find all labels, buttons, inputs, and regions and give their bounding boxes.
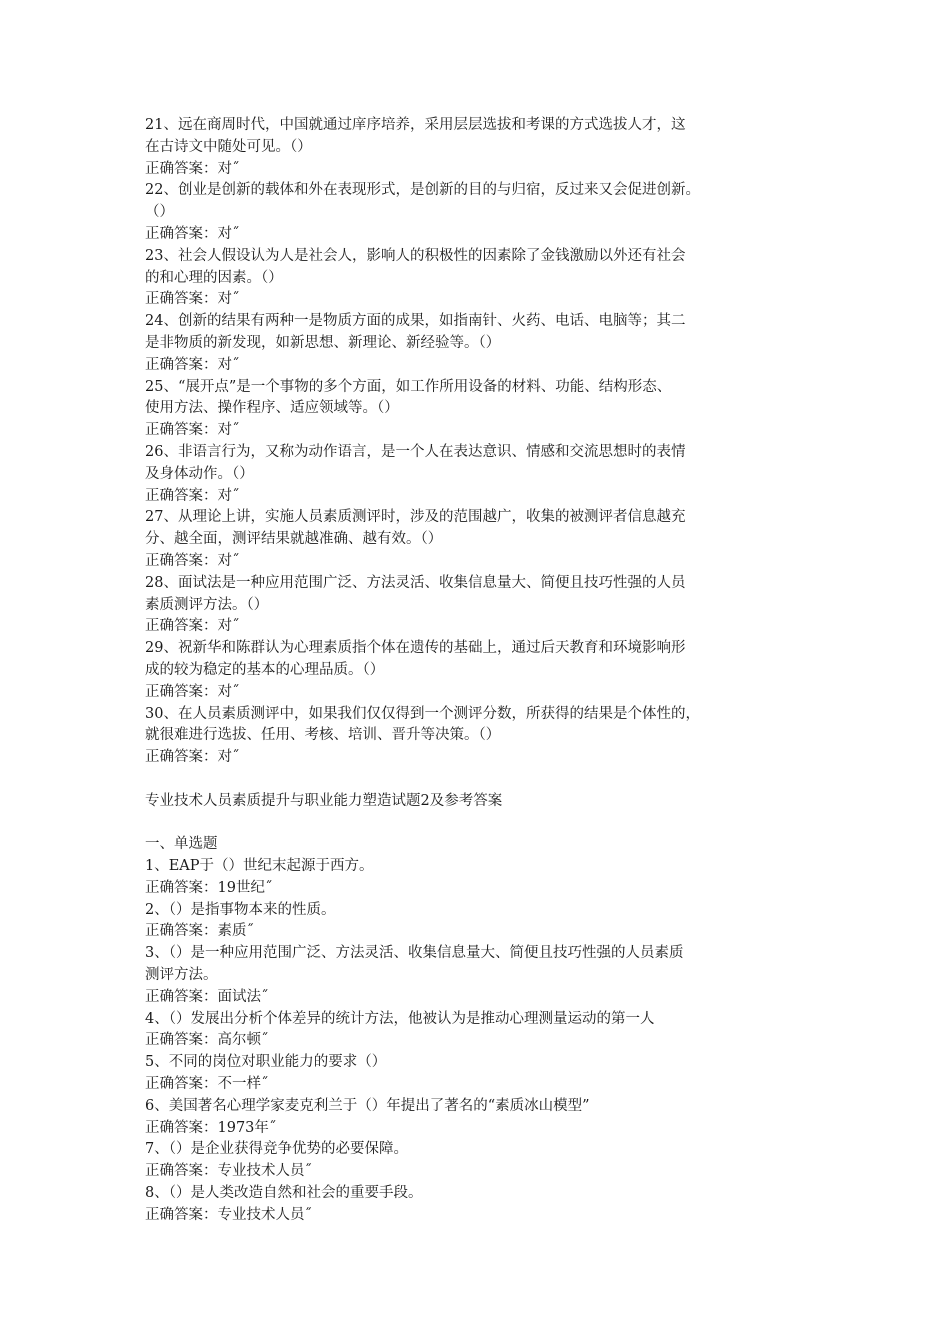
question-text: 21、远在商周时代，中国就通过庠序培养，采用层层选拔和考课的方式选拔人才，这	[145, 117, 686, 133]
question-item	[145, 1183, 785, 1227]
question-text: 6、美国著名心理学家麦克利兰于（）年提出了著名的“素质冰山模型”	[145, 1097, 590, 1114]
question-text: 测评方法。	[145, 967, 218, 984]
answer-text: 正确答案：对˝	[145, 618, 240, 635]
question-text: 29、祝新华和陈群认为心理素质指个体在遗传的基础上，通过后天教育和环境影响形	[145, 640, 686, 657]
spacer	[145, 769, 785, 791]
question-text: 的和心理的因素。（）	[145, 269, 283, 286]
question-item	[145, 856, 785, 900]
single-choice-questions	[145, 856, 785, 1227]
answer-text: 正确答案：对˝	[145, 356, 240, 373]
question-text: 27、从理论上讲，实施人员素质测评时，涉及的范围越广，收集的被测评者信息越充	[145, 509, 686, 526]
question-text: 素质测评方法。（）	[145, 596, 269, 613]
question-text: 22、创业是创新的载体和外在表现形式，是创新的目的与归宿，反过来又会促进创新。	[145, 182, 700, 199]
question-text: 7、（）是企业获得竞争优势的必要保障。	[145, 1141, 408, 1158]
document-title: 专业技术人员素质提升与职业能力塑造试题2及参考答案	[145, 792, 503, 809]
answer-text: 正确答案：专业技术人员˝	[145, 1163, 312, 1180]
question-text: 28、面试法是一种应用范围广泛、方法灵活、收集信息量大、简便且技巧性强的人员	[145, 574, 686, 591]
question-item	[145, 704, 785, 769]
question-text: 8、（）是人类改造自然和社会的重要手段。	[145, 1185, 423, 1202]
question-item	[145, 1009, 785, 1053]
section-heading: 一、单选题	[145, 836, 218, 853]
question-item	[145, 115, 785, 180]
question-item	[145, 1096, 785, 1140]
question-text: 在古诗文中随处可见。（）	[145, 138, 312, 155]
question-text: 成的较为稳定的基本的心理品质。（）	[145, 661, 385, 678]
question-text: 2、（）是指事物本来的性质。	[145, 901, 336, 918]
answer-text: 正确答案：素质˝	[145, 923, 254, 940]
answer-text: 正确答案：专业技术人员˝	[145, 1206, 312, 1223]
question-item	[145, 573, 785, 638]
question-item	[145, 507, 785, 572]
question-text: 26、非语言行为，又称为动作语言，是一个人在表达意识、情感和交流思想时的表情	[145, 443, 686, 460]
question-text: （）	[145, 204, 174, 221]
question-item	[145, 943, 785, 1008]
question-text: 30、在人员素质测评中，如果我们仅仅得到一个测评分数，所获得的结果是个体性的，	[145, 705, 700, 722]
document-page	[145, 115, 785, 1227]
question-item	[145, 1139, 785, 1183]
question-text: 及身体动作。（）	[145, 465, 254, 482]
answer-text: 正确答案：对˝	[145, 225, 240, 242]
answer-text: 正确答案：面试法˝	[145, 988, 269, 1005]
question-item	[145, 311, 785, 376]
answer-text: 正确答案：对˝	[145, 291, 240, 308]
question-item	[145, 638, 785, 703]
question-text: 24、创新的结果有两种一是物质方面的成果，如指南针、火药、电话、电脑等；其二	[145, 313, 686, 330]
answer-text: 正确答案：对˝	[145, 749, 240, 766]
answer-text: 正确答案：高尔顿˝	[145, 1032, 269, 1049]
question-item	[145, 442, 785, 507]
answer-text: 正确答案：对˝	[145, 160, 240, 177]
answer-text: 正确答案：对˝	[145, 683, 240, 700]
question-text: 是非物质的新发现，如新思想、新理论、新经验等。（）	[145, 334, 501, 351]
answer-text: 正确答案：19世纪˝	[145, 879, 273, 896]
question-text: 1、EAP于（）世纪末起源于西方。	[145, 858, 374, 875]
answer-text: 正确答案：对˝	[145, 487, 240, 504]
answer-text: 正确答案：不一样˝	[145, 1076, 269, 1093]
question-text: 3、（）是一种应用范围广泛、方法灵活、收集信息量大、简便且技巧性强的人员素质	[145, 945, 684, 962]
true-false-questions	[145, 115, 785, 769]
answer-text: 正确答案：1973年˝	[145, 1119, 277, 1136]
question-text: 使用方法、操作程序、适应领域等。（）	[145, 400, 399, 417]
question-text: 分、越全面，测评结果就越准确、越有效。（）	[145, 531, 443, 548]
question-item	[145, 900, 785, 944]
question-item	[145, 180, 785, 245]
question-text: 25、“展开点”是一个事物的多个方面，如工作所用设备的材料、功能、结构形态、	[145, 378, 672, 395]
question-item	[145, 246, 785, 311]
answer-text: 正确答案：对˝	[145, 422, 240, 439]
question-text: 就很难进行选拔、任用、考核、培训、晋升等决策。（）	[145, 727, 501, 744]
question-text: 23、社会人假设认为人是社会人，影响人的积极性的因素除了金钱激励以外还有社会	[145, 247, 686, 264]
spacer	[145, 813, 785, 835]
question-text: 4、（）发展出分析个体差异的统计方法，他被认为是推动心理测量运动的第一人	[145, 1010, 655, 1027]
question-item	[145, 1052, 785, 1096]
question-item	[145, 377, 785, 442]
answer-text: 正确答案：对˝	[145, 552, 240, 569]
question-text: 5、不同的岗位对职业能力的要求（）	[145, 1054, 387, 1071]
